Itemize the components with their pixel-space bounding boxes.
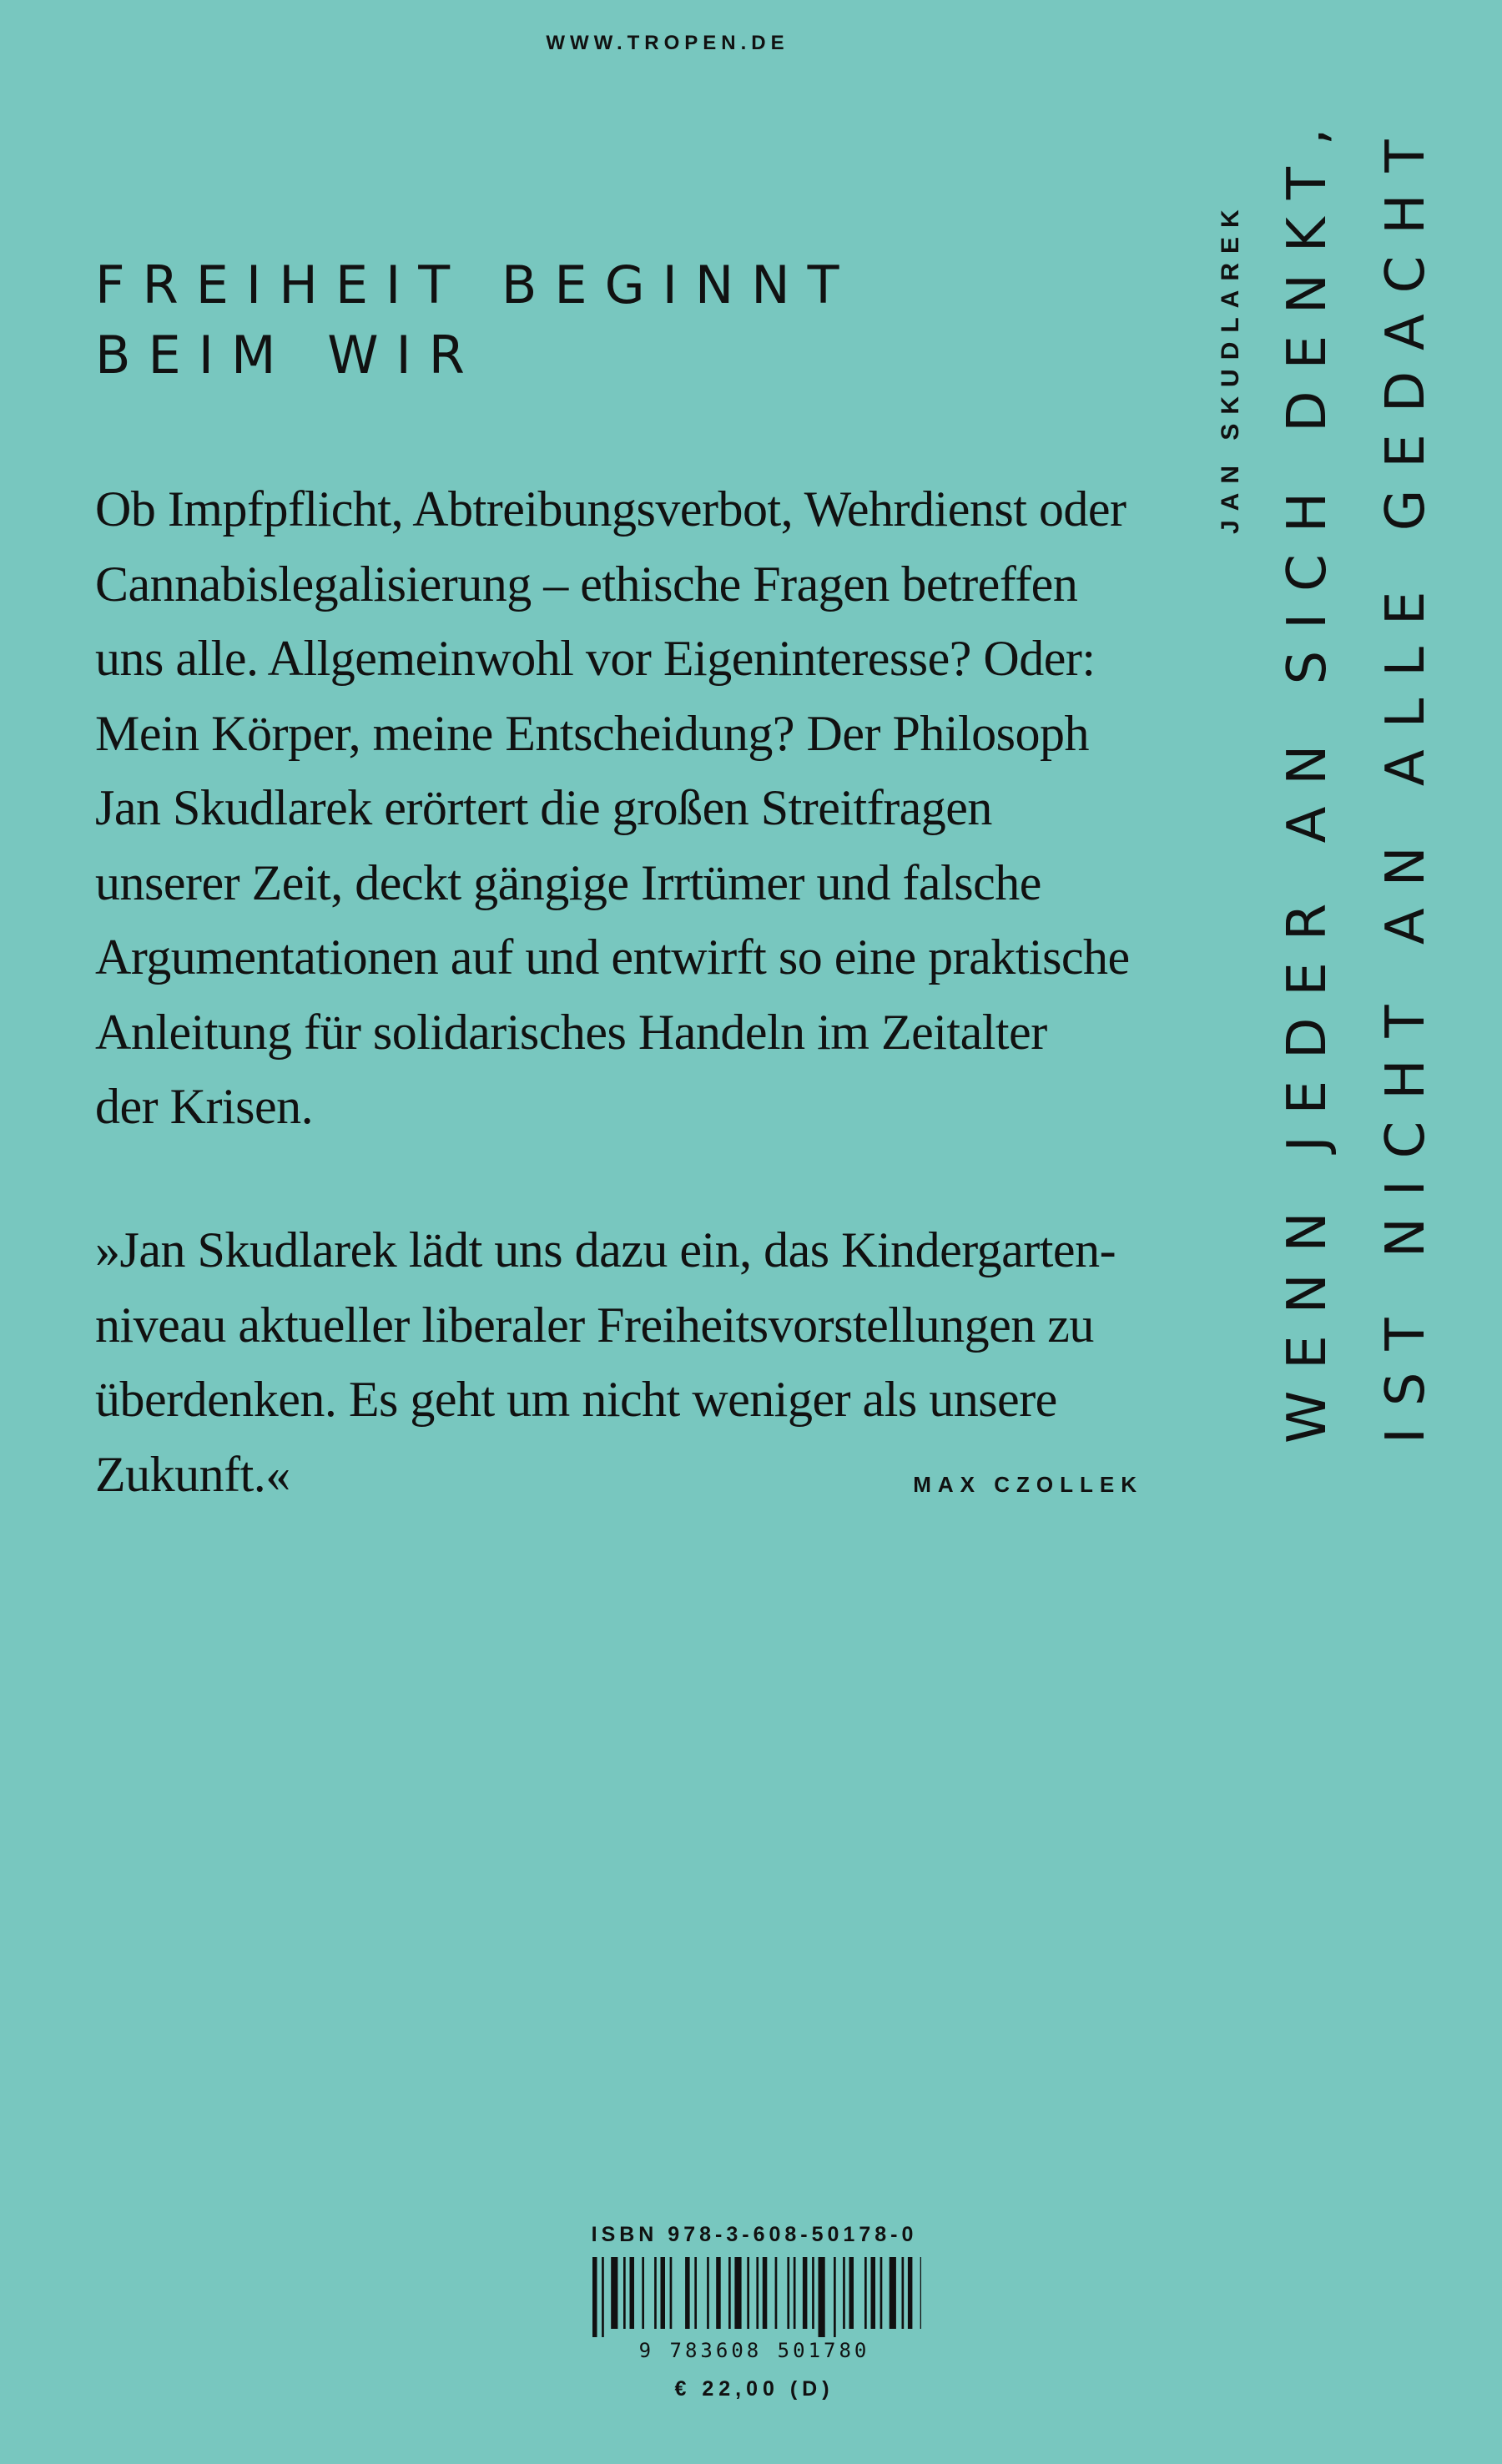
barcode-image	[587, 2257, 921, 2337]
vertical-title-block	[1210, 75, 1460, 1444]
book-title	[1258, 107, 1455, 1444]
barcode-block	[554, 2223, 955, 2401]
review-quote	[95, 1213, 1180, 1512]
blurb-line: uns alle. Allgemeinwohl vor Eigeninteresse? Oder:	[95, 631, 1096, 686]
blurb-line: Cannabislegalisierung – ethische Fragen betreffen	[95, 556, 1078, 612]
blurb-line: unserer Zeit, deckt gängige Irrtümer und falsche	[95, 854, 1041, 910]
quote-attribution: MAX CZOLLEK	[913, 1472, 1143, 1497]
publisher-website-text: WWW.TROPEN.DE	[546, 32, 789, 54]
book-title-line-2: IST NICHT AN ALLE GEDACHT	[1375, 118, 1437, 1444]
quote-line: »Jan Skudlarek lädt uns dazu ein, das Kindergarten-	[95, 1222, 1116, 1277]
price-label: € 22,00 (D)	[674, 2377, 834, 2401]
book-title-line-1: WENN JEDER AN SICH DENKT,	[1277, 106, 1338, 1444]
blurb-paragraph	[95, 472, 1163, 1145]
quote-line: überdenken. Es geht um nicht weniger als unsere	[95, 1372, 1057, 1427]
barcode-digits: 9 783608 501780	[638, 2339, 870, 2362]
blurb-line: Anleitung für solidarisches Handeln im Zeitalter	[95, 1004, 1047, 1060]
author-name: JAN SKUDLAREK	[1217, 200, 1244, 534]
blurb-line: Argumentationen auf und entwirft so eine praktische	[95, 930, 1130, 985]
headline-line-1: FREIHEIT BEGINNT	[95, 254, 857, 315]
headline-line-2: BEIM WIR	[95, 325, 482, 385]
blurb-line: Mein Körper, meine Entscheidung? Der Philosoph	[95, 705, 1090, 761]
publisher-website	[0, 32, 1502, 55]
quote-line: niveau aktueller liberaler Freiheitsvorstellungen zu	[95, 1297, 1094, 1353]
headline	[95, 250, 857, 391]
isbn-label: ISBN 978-3-608-50178-0	[591, 2223, 918, 2246]
blurb-line: Jan Skudlarek erörtert die großen Streitfragen	[95, 780, 992, 835]
blurb-line: der Krisen.	[95, 1079, 314, 1134]
quote-line: Zukunft.«	[95, 1446, 290, 1502]
blurb-line: Ob Impfpflicht, Abtreibungsverbot, Wehrdienst oder	[95, 481, 1126, 537]
